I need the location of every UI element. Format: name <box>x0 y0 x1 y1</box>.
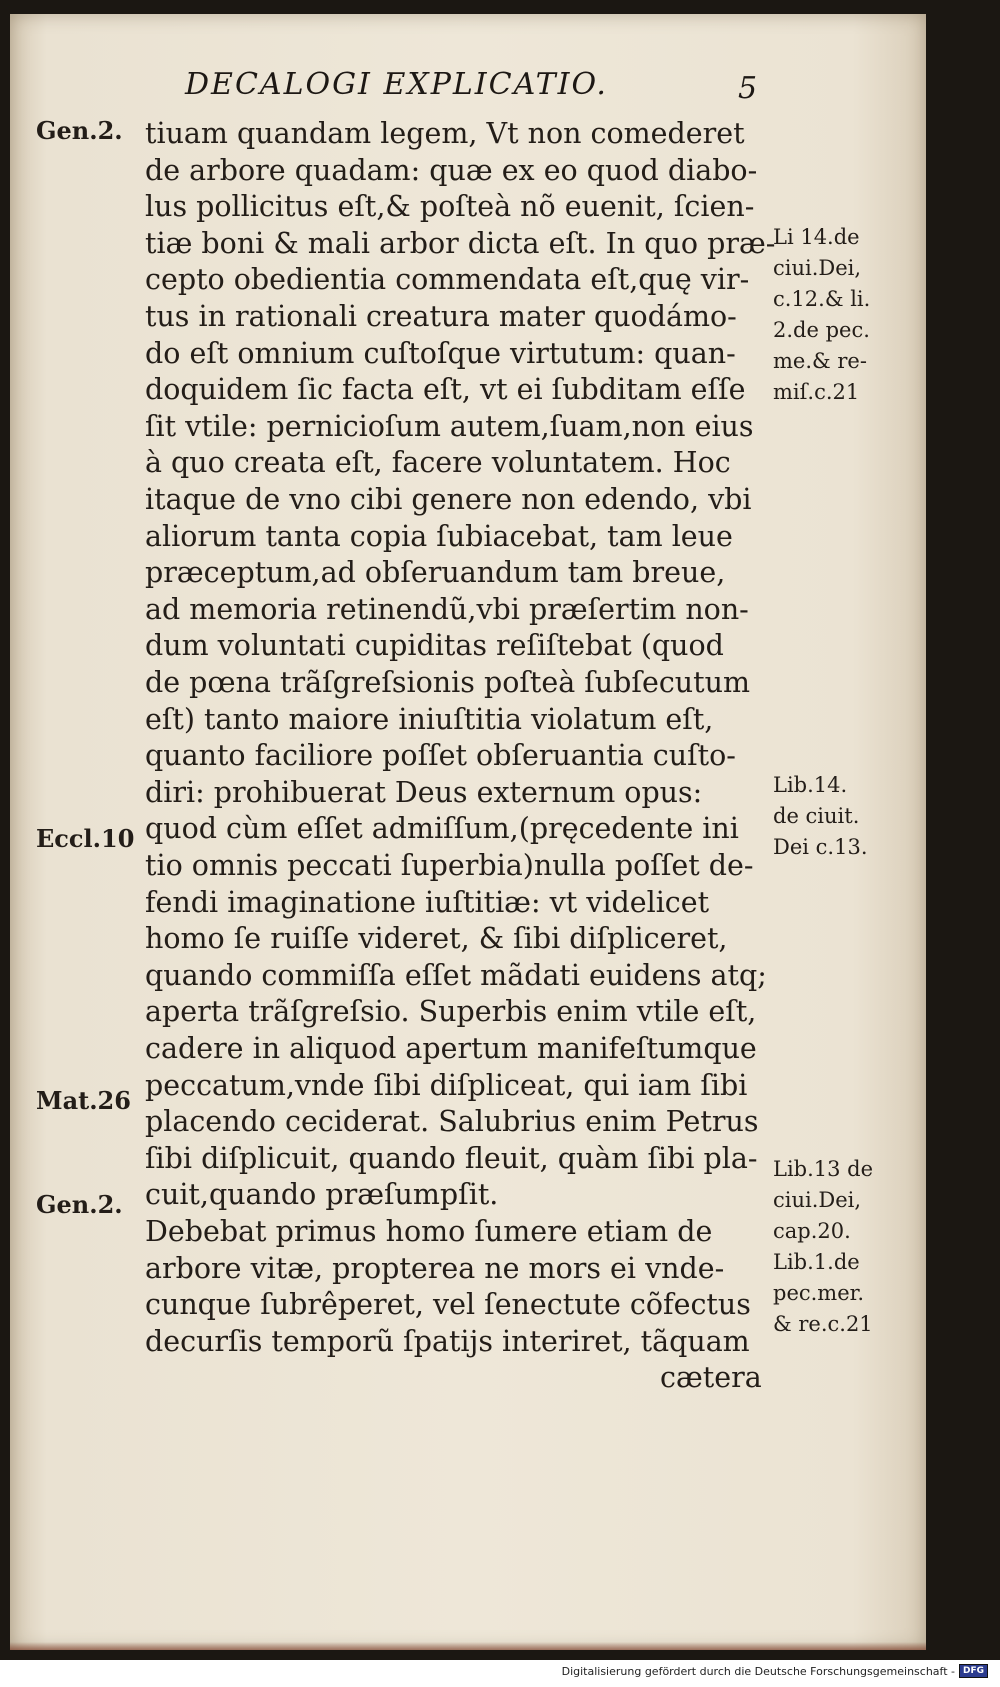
left-margin-note: Gen.2. <box>36 116 123 145</box>
body-line: aliorum tanta copia ſubiacebat, tam leue <box>145 519 733 553</box>
body-line: placendo ceciderat. Salubrius enim Petrus <box>145 1105 759 1139</box>
body-line: ad memoria retinendũ,vbi præſertim non- <box>145 592 749 626</box>
right-margin-line: ciui.Dei, <box>773 1188 862 1212</box>
right-margin-line: c.12.& li. <box>773 287 871 311</box>
book-page <box>10 14 926 1650</box>
body-line: quanto faciliore poſſet obſeruantia cuſto- <box>145 739 736 773</box>
right-margin-line: Lib.14. <box>773 773 848 797</box>
body-line: quando commiſſa eſſet mãdati euidens atq; <box>145 958 767 992</box>
body-line: cætera <box>660 1361 762 1395</box>
right-margin-line: Lib.1.de <box>773 1250 860 1274</box>
footer-text: Digitalisierung gefördert durch die Deutsche Forschungsgemeinschaft - <box>561 1664 955 1678</box>
right-margin-line: cap.20. <box>773 1219 851 1243</box>
body-line: homo ſe ruiſſe videret, & ſibi diſpliceret, <box>145 922 728 956</box>
body-line: peccatum,vnde ſibi diſpliceat, qui iam ſibi <box>145 1068 748 1102</box>
right-margin-line: de ciuit. <box>773 804 860 828</box>
body-line: quod cùm eſſet admiſſum,(pręcedente ini <box>145 812 739 846</box>
running-header: DECALOGI EXPLICATIO. <box>185 67 608 102</box>
body-line: fendi imaginatione iuſtitiæ: vt videlicet <box>145 885 710 919</box>
body-line: eſt) tanto maiore iniuſtitia violatum eſt, <box>145 702 714 736</box>
right-margin-note <box>773 770 868 863</box>
right-margin-line: Dei c.13. <box>773 835 868 859</box>
right-margin-line: Lib.13 de <box>773 1157 874 1181</box>
right-margin-line: pec.mer. <box>773 1281 865 1305</box>
body-line: decurſis temporũ ſpatijs interiret, tãquam <box>145 1324 750 1358</box>
body-line: do eſt omnium cuſtoſque virtutum: quan- <box>145 336 736 370</box>
body-line: tiuam quandam legem, Vt non comederet <box>145 117 745 150</box>
body-line: à quo creata eſt, facere voluntatem. Hoc <box>145 446 731 480</box>
body-line: itaque de vno cibi genere non edendo, vbi <box>145 483 752 516</box>
body-line: ſit vtile: pernicioſum autem,ſuam,non eius <box>145 409 754 443</box>
dfg-logo: DFG <box>959 1664 988 1678</box>
body-line: ſibi diſplicuit, quando fleuit, quàm ſibi pla- <box>145 1141 758 1175</box>
right-margin-line: & re.c.21 <box>773 1312 873 1336</box>
body-line: cunque ſubrêperet, vel ſenectute cõfectus <box>145 1288 751 1322</box>
left-margin-note: Eccl.10 <box>36 824 135 853</box>
body-line: cadere in aliquod apertum manifeſtumque <box>145 1032 757 1065</box>
body-line: doquidem ſic facta eſt, vt ei ſubditam eſſe <box>145 373 746 407</box>
body-line: arbore vitæ, propterea ne mors ei vnde- <box>145 1251 725 1285</box>
body-line: tio omnis peccati ſuperbia)nulla poſſet de- <box>145 849 754 882</box>
body-line: aperta trãſgreſsio. Superbis enim vtile eſt, <box>145 995 757 1029</box>
body-line: tiæ boni & mali arbor dicta eſt. In quo præ- <box>145 226 776 260</box>
body-line: cepto obedientia commendata eſt,quę vir- <box>145 263 750 297</box>
body-line: dum voluntati cupiditas reſiſtebat (quod <box>145 629 724 663</box>
body-line: diri: prohibuerat Deus externum opus: <box>145 775 703 809</box>
right-margin-line: 2.de pec. <box>773 318 870 342</box>
body-line: lus pollicitus eſt,& poſteà nõ euenit, ſcien- <box>145 190 755 224</box>
left-margin-note: Mat.26 <box>36 1086 131 1115</box>
right-margin-line: Li 14.de <box>773 225 860 249</box>
body-line: cuit,quando præſumpſit. <box>145 1178 499 1212</box>
footer <box>562 1664 988 1678</box>
right-margin-line: me.& re- <box>773 349 867 373</box>
body-line: præceptum,ad obſeruandum tam breue, <box>145 556 726 590</box>
body-line: de pœna trãſgreſsionis poſteà ſubſecutum <box>145 666 750 699</box>
left-margin-note: Gen.2. <box>36 1190 123 1219</box>
body-line: Debebat primus homo ſumere etiam de <box>145 1215 713 1248</box>
body-line: de arbore quadam: quæ ex eo quod diabo- <box>145 153 758 187</box>
right-margin-line: ciui.Dei, <box>773 256 862 280</box>
right-margin-note <box>773 1154 873 1340</box>
right-margin-note <box>773 222 870 408</box>
right-margin-line: miſ.c.21 <box>773 380 860 404</box>
page-number: 5 <box>738 71 758 106</box>
body-line: tus in rationali creatura mater quodámo- <box>145 300 737 333</box>
